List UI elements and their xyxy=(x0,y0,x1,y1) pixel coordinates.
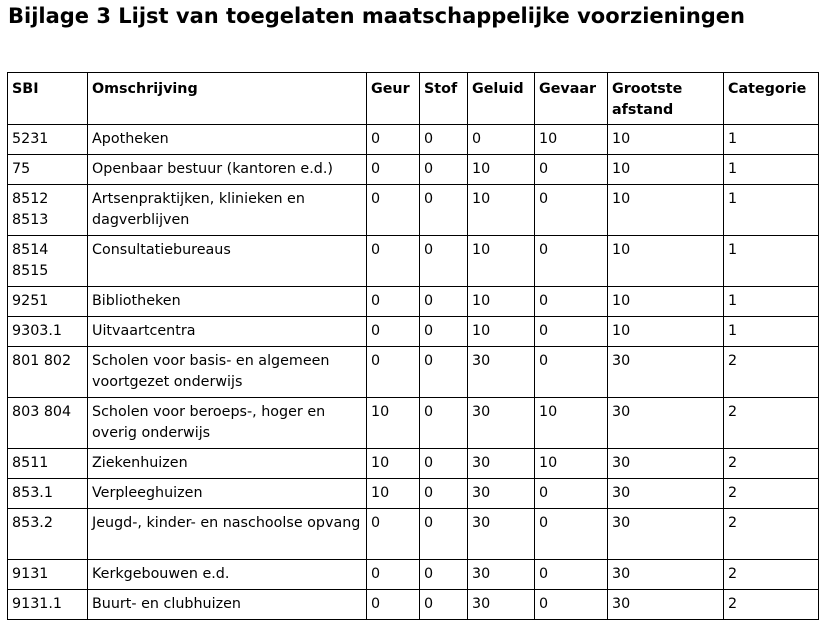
cell-sbi: 801 802 xyxy=(8,347,88,398)
cell-stof: 0 xyxy=(420,449,468,479)
cell-sbi: 9131 xyxy=(8,560,88,590)
cell-gevaar: 0 xyxy=(535,317,608,347)
cell-geur: 10 xyxy=(367,449,420,479)
cell-stof: 0 xyxy=(420,125,468,155)
cell-geur: 0 xyxy=(367,236,420,287)
cell-omschrijving: Kerkgebouwen e.d. xyxy=(88,560,367,590)
cell-grootste-afstand: 10 xyxy=(608,185,724,236)
cell-grootste-afstand: 30 xyxy=(608,398,724,449)
cell-stof: 0 xyxy=(420,398,468,449)
cell-categorie: 2 xyxy=(724,449,819,479)
cell-geur: 0 xyxy=(367,317,420,347)
cell-geluid: 10 xyxy=(468,236,535,287)
cell-geluid: 10 xyxy=(468,287,535,317)
table-row xyxy=(8,590,819,620)
cell-stof: 0 xyxy=(420,347,468,398)
cell-omschrijving: Bibliotheken xyxy=(88,287,367,317)
cell-stof: 0 xyxy=(420,236,468,287)
cell-omschrijving: Openbaar bestuur (kantoren e.d.) xyxy=(88,155,367,185)
cell-sbi: 9303.1 xyxy=(8,317,88,347)
table-row xyxy=(8,185,819,236)
cell-categorie: 2 xyxy=(724,509,819,560)
cell-omschrijving: Apotheken xyxy=(88,125,367,155)
cell-geluid: 10 xyxy=(468,317,535,347)
cell-gevaar: 10 xyxy=(535,449,608,479)
cell-geur: 10 xyxy=(367,398,420,449)
cell-omschrijving: Jeugd-, kinder- en naschoolse opvang xyxy=(88,509,367,560)
cell-grootste-afstand: 10 xyxy=(608,155,724,185)
cell-geluid: 0 xyxy=(468,125,535,155)
cell-sbi: 803 804 xyxy=(8,398,88,449)
cell-geur: 0 xyxy=(367,287,420,317)
cell-geluid: 30 xyxy=(468,509,535,560)
cell-grootste-afstand: 10 xyxy=(608,236,724,287)
cell-omschrijving: Buurt- en clubhuizen xyxy=(88,590,367,620)
cell-geur: 0 xyxy=(367,155,420,185)
cell-grootste-afstand: 30 xyxy=(608,560,724,590)
cell-stof: 0 xyxy=(420,155,468,185)
cell-geur: 0 xyxy=(367,125,420,155)
cell-categorie: 1 xyxy=(724,287,819,317)
cell-omschrijving: Verpleeghuizen xyxy=(88,479,367,509)
table-row xyxy=(8,236,819,287)
cell-grootste-afstand: 30 xyxy=(608,590,724,620)
table-row xyxy=(8,398,819,449)
cell-categorie: 2 xyxy=(724,590,819,620)
header-geluid: Geluid xyxy=(468,73,535,125)
table-row xyxy=(8,479,819,509)
cell-stof: 0 xyxy=(420,185,468,236)
cell-stof: 0 xyxy=(420,560,468,590)
cell-categorie: 2 xyxy=(724,398,819,449)
cell-geur: 0 xyxy=(367,590,420,620)
cell-geur: 10 xyxy=(367,479,420,509)
cell-categorie: 1 xyxy=(724,317,819,347)
cell-geur: 0 xyxy=(367,560,420,590)
table-row xyxy=(8,449,819,479)
header-sbi: SBI xyxy=(8,73,88,125)
cell-sbi: 9251 xyxy=(8,287,88,317)
cell-stof: 0 xyxy=(420,509,468,560)
header-gevaar: Gevaar xyxy=(535,73,608,125)
cell-stof: 0 xyxy=(420,479,468,509)
cell-categorie: 2 xyxy=(724,347,819,398)
cell-stof: 0 xyxy=(420,287,468,317)
cell-sbi: 8511 xyxy=(8,449,88,479)
cell-omschrijving: Artsenpraktijken, klinieken en dagverblijven xyxy=(88,185,367,236)
cell-gevaar: 10 xyxy=(535,125,608,155)
cell-gevaar: 0 xyxy=(535,287,608,317)
cell-omschrijving: Scholen voor basis- en algemeen voortgezet onderwijs xyxy=(88,347,367,398)
cell-geluid: 10 xyxy=(468,185,535,236)
cell-geluid: 30 xyxy=(468,479,535,509)
cell-stof: 0 xyxy=(420,317,468,347)
cell-categorie: 1 xyxy=(724,185,819,236)
cell-grootste-afstand: 30 xyxy=(608,347,724,398)
cell-grootste-afstand: 10 xyxy=(608,125,724,155)
cell-geluid: 30 xyxy=(468,347,535,398)
cell-gevaar: 0 xyxy=(535,590,608,620)
cell-grootste-afstand: 30 xyxy=(608,449,724,479)
cell-geur: 0 xyxy=(367,347,420,398)
cell-gevaar: 0 xyxy=(535,509,608,560)
cell-gevaar: 0 xyxy=(535,185,608,236)
table-row xyxy=(8,317,819,347)
cell-gevaar: 0 xyxy=(535,479,608,509)
cell-gevaar: 10 xyxy=(535,398,608,449)
cell-geur: 0 xyxy=(367,185,420,236)
table-row xyxy=(8,125,819,155)
table-row xyxy=(8,155,819,185)
cell-grootste-afstand: 30 xyxy=(608,509,724,560)
cell-gevaar: 0 xyxy=(535,560,608,590)
cell-gevaar: 0 xyxy=(535,347,608,398)
cell-geluid: 30 xyxy=(468,449,535,479)
cell-omschrijving: Ziekenhuizen xyxy=(88,449,367,479)
header-categorie: Categorie xyxy=(724,73,819,125)
cell-gevaar: 0 xyxy=(535,236,608,287)
cell-gevaar: 0 xyxy=(535,155,608,185)
cell-grootste-afstand: 10 xyxy=(608,287,724,317)
cell-sbi: 75 xyxy=(8,155,88,185)
cell-omschrijving: Consultatiebureaus xyxy=(88,236,367,287)
cell-grootste-afstand: 30 xyxy=(608,479,724,509)
cell-sbi: 8512 8513 xyxy=(8,185,88,236)
header-geur: Geur xyxy=(367,73,420,125)
cell-sbi: 853.1 xyxy=(8,479,88,509)
table-row xyxy=(8,560,819,590)
voorzieningen-table xyxy=(7,72,819,620)
cell-sbi: 853.2 xyxy=(8,509,88,560)
header-omschrijving: Omschrijving xyxy=(88,73,367,125)
cell-sbi: 9131.1 xyxy=(8,590,88,620)
table-header-row xyxy=(8,73,819,125)
page-title: Bijlage 3 Lijst van toegelaten maatschappelijke voorzieningen xyxy=(8,4,745,28)
cell-categorie: 2 xyxy=(724,479,819,509)
cell-categorie: 1 xyxy=(724,155,819,185)
cell-geluid: 30 xyxy=(468,590,535,620)
cell-geluid: 30 xyxy=(468,398,535,449)
cell-omschrijving: Scholen voor beroeps-, hoger en overig onderwijs xyxy=(88,398,367,449)
header-grootste-afstand: Grootste afstand xyxy=(608,73,724,125)
cell-categorie: 1 xyxy=(724,125,819,155)
cell-omschrijving: Uitvaartcentra xyxy=(88,317,367,347)
cell-categorie: 1 xyxy=(724,236,819,287)
table-row xyxy=(8,509,819,560)
cell-sbi: 5231 xyxy=(8,125,88,155)
cell-geur: 0 xyxy=(367,509,420,560)
cell-categorie: 2 xyxy=(724,560,819,590)
cell-geluid: 10 xyxy=(468,155,535,185)
cell-sbi: 8514 8515 xyxy=(8,236,88,287)
cell-grootste-afstand: 10 xyxy=(608,317,724,347)
table-row xyxy=(8,287,819,317)
header-stof: Stof xyxy=(420,73,468,125)
cell-stof: 0 xyxy=(420,590,468,620)
table-row xyxy=(8,347,819,398)
cell-geluid: 30 xyxy=(468,560,535,590)
